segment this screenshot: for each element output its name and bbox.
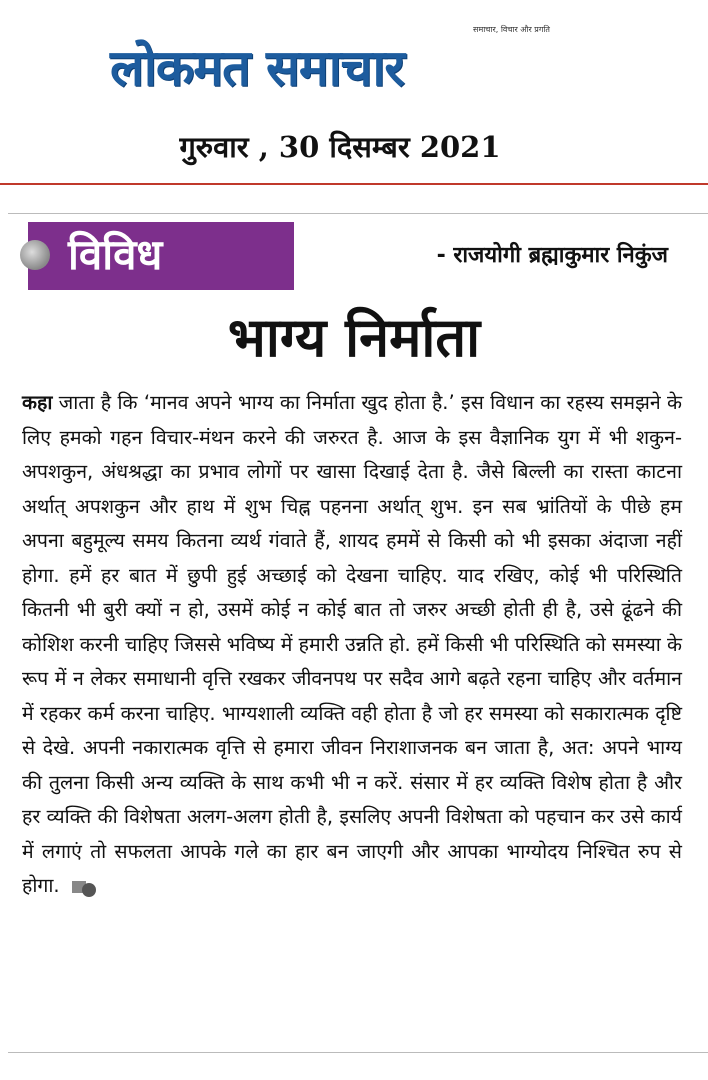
author-byline: - राजयोगी ब्रह्माकुमार निकुंज [436,243,668,268]
top-border [8,213,708,214]
section-bullet-icon [20,240,50,270]
bottom-border [8,1052,708,1053]
article-body [22,386,682,904]
header-divider [0,183,708,185]
section-label: विविध [68,230,163,279]
publication-date: गुरुवार , 30 दिसम्बर 2021 [179,130,501,164]
masthead-tagline: समाचार, विचार और प्रगति [473,25,550,34]
end-of-article-icon [72,879,98,895]
article-lead-word: कहा [22,391,53,414]
newspaper-logo: लोकमत समाचार [110,39,404,97]
article-headline: भाग्य निर्माता [227,306,481,369]
masthead [110,18,570,102]
article-text: जाता है कि ‘मानव अपने भाग्य का निर्माता खुद होता है.’ इस विधान का रहस्य समझने के लिए हमको गहन विचार-मंथन करने की जरुरत है. आज के इस वैज्ञानिक युग में भी शकुन-अपशकुन, अंधश्रद्धा का प्रभाव लोगों पर खासा दिखाई देता है. जैसे बिल्ली का रास्ता काटना अर्थात् अपशकुन और हाथ में शुभ चिह्न पहनना अर्थात् शुभ. इन सब भ्रांतियों के पीछे हम अपना बहुमूल्य समय कितना व्यर्थ गंवाते हैं, शायद हममें से किसी को भी इसका अंदाजा नहीं होगा. हमें हर बात में छुपी हुई अच्छाई को देखना चाहिए. याद रखिए, कोई भी परिस्थिति कितनी भी बुरी क्यों न हो, उसमें कोई न कोई बात तो जरुर अच्छी होती ही है, उसे ढूंढने की कोशिश करनी चाहिए जिससे भविष्य में हमारी उन्नति हो. हमें किसी भी परिस्थिति को समस्या के रूप में न लेकर समाधानी वृत्ति रखकर जीवनपथ पर सदैव आगे बढ़ते रहना चाहिए और वर्तमान में रहकर कर्म करना चाहिए. भाग्यशाली व्यक्ति वही होता है जो हर समस्या को सकारात्मक दृष्टि से देखे. अपनी नकारात्मक वृत्ति से हमारा जीवन निराशाजनक बन जाता है, अत: अपने भाग्य की तुलना किसी अन्य व्यक्ति के साथ कभी भी न करें. संसार में हर व्यक्ति विशेष होता है और हर व्यक्ति की विशेषता अलग-अलग होती है, इसलिए अपनी विशेषता को पहचान कर उसे कार्य में लगाएं तो सफलता आपके गले का हार बन जाएगी और आपका भाग्योदय निश्चित रुप से होगा. [22,391,682,897]
